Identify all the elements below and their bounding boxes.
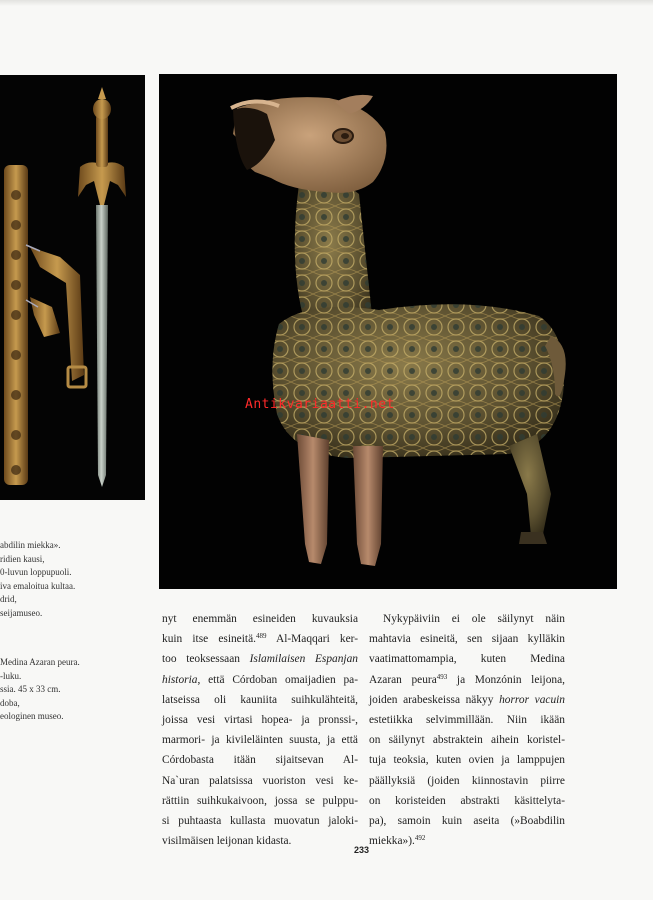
text-run: tuja teoksia, kuten ovien ja lamppujen — [369, 754, 565, 767]
text-column-right — [369, 609, 565, 851]
text-line — [162, 811, 358, 831]
deer-sculpture-photo — [159, 74, 617, 589]
text-line — [162, 771, 358, 791]
sword-illustration — [0, 75, 145, 500]
text-run: on säilynyt abstraktein aihein koristel- — [369, 734, 565, 747]
text-line — [162, 831, 358, 851]
text-run: päällyksiä (joiden kiinnostavin piirre — [369, 774, 565, 787]
text-line — [369, 710, 565, 730]
text-line — [369, 831, 565, 851]
text-run: joissa vesi virtasi hopea- ja pronssi-, — [162, 714, 358, 727]
text-run: ja Monzónin leijona, — [447, 673, 566, 686]
text-run: on koristeiden abstrakti käsittelyta- — [369, 794, 565, 807]
text-run: pa), samoin kuin aseita (»Boabdilin — [369, 815, 565, 828]
text-run: vaatimattomampia, kuten Medina — [369, 653, 565, 666]
text-line — [162, 649, 358, 669]
text-run: Nykypäiviin ei ole säilynyt näin — [383, 613, 565, 625]
text-line — [162, 609, 358, 629]
text-line — [162, 629, 358, 649]
caption-line: doba, — [0, 697, 20, 708]
page-top-shadow — [0, 0, 653, 6]
text-line — [162, 791, 358, 811]
caption-line: eologinen museo. — [0, 711, 64, 722]
footnote-ref: 493 — [436, 672, 448, 681]
text-line — [369, 649, 565, 669]
text-line — [369, 771, 565, 791]
text-run: Azaran peura — [369, 673, 437, 686]
sword-photo — [0, 75, 145, 500]
text-line — [369, 811, 565, 831]
text-run: kuin itse esineitä. — [162, 633, 256, 646]
text-run: miekka»). — [369, 835, 415, 848]
text-run: si puhtaasta kullasta muovatun jaloki- — [162, 815, 358, 828]
deer-illustration — [159, 74, 617, 589]
text-run: mahtavia esineitä, sen sijaan kylläkin — [369, 633, 565, 646]
text-line — [369, 670, 565, 690]
deer-caption — [0, 656, 150, 724]
text-run: , että Córdoban omaijadien pa- — [197, 673, 358, 686]
text-run: visilmäisen leijonan kidasta. — [162, 835, 292, 848]
text-run: marmori- ja kivileläinten suusta, ja että — [162, 734, 358, 747]
text-line — [369, 629, 565, 649]
footnote-ref: 489 — [255, 632, 267, 641]
caption-line: ssia. 45 x 33 cm. — [0, 684, 61, 695]
text-column-left — [162, 609, 358, 851]
caption-line: Medina Azaran peura. — [0, 657, 80, 667]
text-run: too teoksessaan — [162, 653, 250, 666]
text-run: estetiikka selvimmillään. Niin ikään — [369, 714, 565, 727]
sword-caption — [0, 539, 150, 621]
italic-title: historia — [162, 673, 198, 686]
text-line — [369, 690, 565, 710]
text-line — [369, 791, 565, 811]
italic-title: horror vacuin — [499, 693, 565, 706]
caption-line: ridien kausi, — [0, 553, 45, 564]
caption-line: iva emaloitua kultaa. — [0, 580, 76, 591]
text-run: Al-Maqqari ker- — [266, 633, 359, 646]
text-line — [162, 710, 358, 730]
caption-line: drid, — [0, 594, 17, 605]
text-line — [162, 750, 358, 770]
page-number: 233 — [354, 845, 370, 855]
caption-line: -luku. — [0, 670, 22, 681]
footnote-ref: 492 — [414, 834, 426, 843]
text-run: nyt enemmän esineiden kuvauksia — [162, 613, 358, 625]
text-run: Córdobasta itään sijaitsevan Al- — [162, 754, 358, 767]
text-run: latseissa oli kauniita suihkulähteitä, — [162, 693, 358, 706]
italic-title: Islamilaisen Espanjan — [249, 653, 358, 666]
text-line — [162, 690, 358, 710]
text-line — [162, 730, 358, 750]
caption-line: seijamuseo. — [0, 607, 43, 618]
text-line — [369, 609, 565, 629]
watermark-text: Antikvariaatti.net — [245, 397, 395, 412]
caption-line: abdilin miekka». — [0, 540, 61, 550]
caption-line: 0-luvun loppupuoli. — [0, 567, 72, 578]
text-line — [369, 750, 565, 770]
text-line — [369, 730, 565, 750]
text-run: rättiin suihkukaivoon, jossa se pulppu- — [162, 794, 358, 807]
text-run: Na`uran palatsissa vuoriston vesi ke- — [162, 774, 358, 787]
text-run: joiden arabeskeissa näkyy — [369, 693, 500, 706]
text-line — [162, 670, 358, 690]
